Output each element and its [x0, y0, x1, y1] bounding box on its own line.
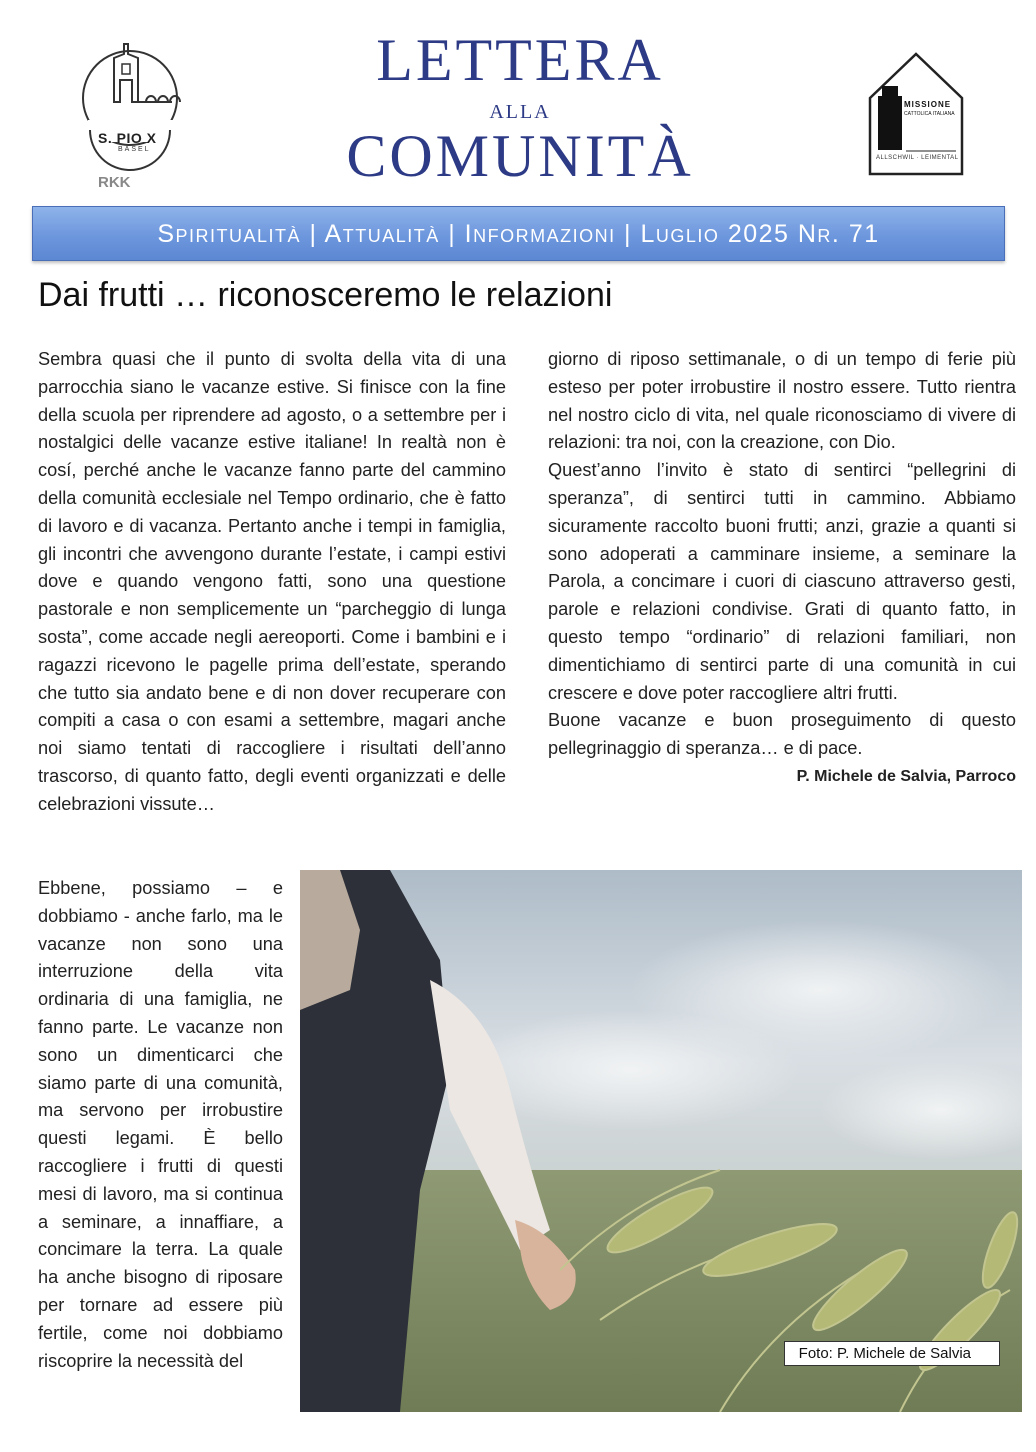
paragraph-5: Buone vacanze e buon proseguimento di questo pellegrinaggio di speranza… e di pace. [548, 710, 1016, 759]
parish-logo-spiox [80, 36, 192, 196]
logo-right-line3: ALLSCHWIL · LEIMENTAL [876, 155, 959, 161]
title-line-3: COMUNITÀ [346, 123, 694, 189]
logo-left-label: S. PIO X [98, 130, 157, 146]
logo-left-org: RKK [98, 174, 131, 191]
paragraph-2: Ebbene, possiamo – e dobbiamo - anche farlo, ma le vacanze non sono una interruzione della vita ordinaria di una famiglia, ne fanno parte. Le vacanze non sono un dimenticarci che siamo parte di una comunità, ma servono per irrobustire questi legami. È bello raccogliere i frutti di questi mesi di lavoro, ma si continua a seminare, a innaffiare, a concimare la terra. La quale ha anche bisogno di riposare per tornare ad essere più fertile, come noi dobbiamo riscoprire la necessità del [38, 878, 283, 1371]
photo-caption: Foto: P. Michele de Salvia [784, 1341, 1000, 1366]
title-line-2: ALLA [489, 101, 551, 123]
banner-text: Spiritualità | Attualità | Informazioni | Luglio 2025 Nr. 71 [157, 220, 880, 248]
logo-right-line1: MISSIONE [904, 100, 952, 109]
mission-logo [868, 50, 964, 176]
paragraph-1: Sembra quasi che il punto di svolta della vita di una parrocchia siano le vacanze estive. Si finisce con la fine della scuola per riprendere ad agosto, o a settembre per i nostalgici delle vacanze estive italiane! In realtà non è cosí, perché anche le vacanze fanno parte del cammino della comunità ecclesiale nel Tempo ordinario, che è fatto di lavoro e di vacanza. Pertanto anche i tempi in famiglia, gli incontri che avvengono durante l’estate, i campi estivi dove e quando vengono fatti, sono una questione pastorale e non semplicemente un “parcheggio di lunga sosta”, come accade negli aereoporti. Come i bambini e i ragazzi ricevono le pagelle prima dell’estate, sperando che tutto sia andato bene e di non dover recuperare con compiti a casa o con esami a settembre, magari anche noi siamo tentati di raccogliere i risultati dell’anno trascorso, di quanto fatto, degli eventi organizzati e delle celebrazioni vissute… [38, 349, 506, 814]
article-photo [300, 870, 1022, 1412]
article-column-right [548, 346, 1016, 791]
section-banner [32, 206, 1005, 261]
signature: P. Michele de Salvia, Parroco [796, 767, 1016, 785]
article-column-left [38, 346, 506, 819]
article-headline: Dai frutti … riconosceremo le relazioni [38, 276, 613, 314]
paragraph-3: giorno di riposo settimanale, o di un tempo di ferie più esteso per poter irrobustire il nostro essere. Tutto rientra nel nostro ciclo di vita, nel quale riconosciamo di vivere di relazioni: tra noi, con la creazione, con Dio. [548, 349, 1016, 453]
masthead-title [250, 27, 790, 189]
church-logo-icon [80, 36, 192, 196]
title-line-1: LETTERA [376, 27, 664, 93]
logo-right-line2: CATTOLICA ITALIANA [904, 111, 955, 117]
paragraph-4: Quest’anno l’invito è stato di sentirci “pellegrini di speranza”, di sentirci tutti in cammino. Abbiamo sicuramente raccolto buoni frutti; anzi, grazie a quanti si sono adoperati a camminare insieme, a seminare la Parola, a concimare i cuori di ciascuno attraverso gesti, parole e relazioni condivise. Grati di quanto fatto, in questo tempo “ordinario” di relazioni familiari, non dimentichiamo di sentirci parte di una comunità in cui crescere e dove poter raccogliere altri frutti. [548, 460, 1016, 703]
wheat-field-photo [300, 870, 1022, 1412]
article-column-left-narrow [38, 875, 283, 1375]
logo-left-sub: BASEL [118, 146, 151, 153]
